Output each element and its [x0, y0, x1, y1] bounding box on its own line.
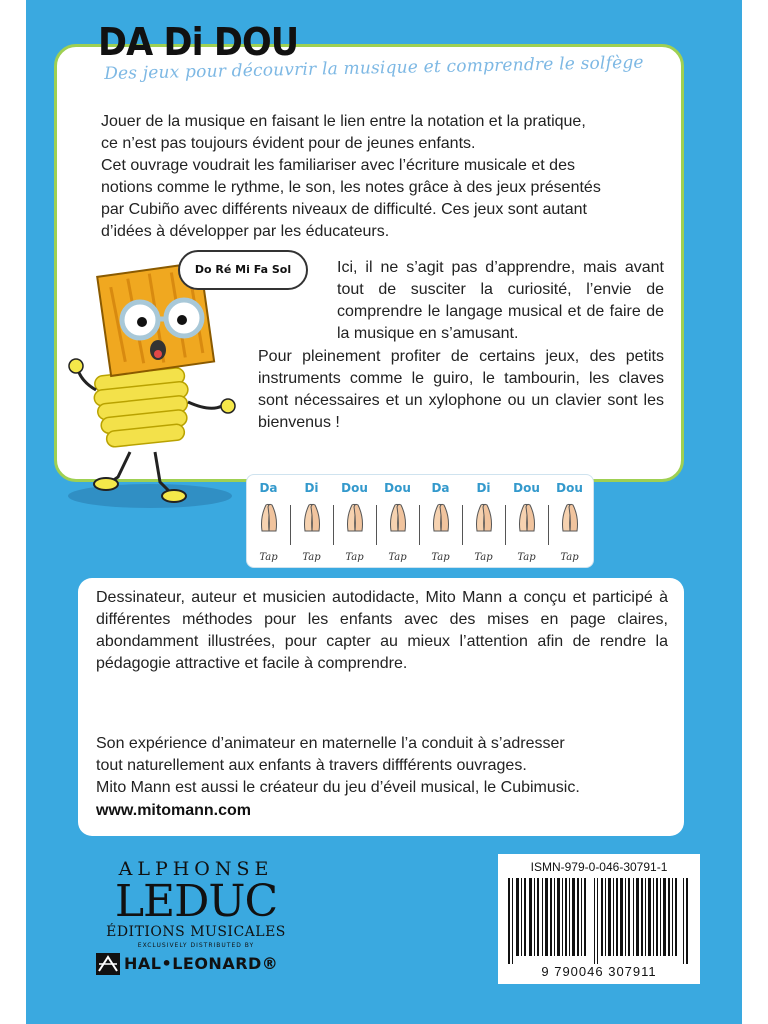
publisher-line: ALPHONSE: [118, 858, 274, 880]
rhythm-cell: [376, 475, 419, 567]
cubino-mascot-illustration: [60, 262, 260, 512]
curiosity-paragraph: Ici, il ne s’agit pas d’apprendre, mais avant tout de susciter la curiosité, l’envie de comprendre le langage musical et de faire de la musique en s’amusant.: [337, 259, 664, 342]
rhythm-syllable: Di: [304, 481, 319, 495]
tap-label: Tap: [302, 552, 321, 563]
ismn-label: ISMN-979-0-046-30791-1: [530, 860, 668, 874]
intro-line: notions comme le rythme, le son, les notes grâce à des jeux présentés: [101, 179, 601, 196]
rhythm-syllable: Di: [476, 481, 491, 495]
tap-label: Tap: [259, 552, 278, 563]
barcode: [498, 854, 700, 984]
tap-label: Tap: [431, 552, 450, 563]
rhythm-syllable: Dou: [341, 481, 368, 495]
distributor-logo: [96, 953, 306, 975]
tap-label: Tap: [345, 552, 364, 563]
clapping-hands-icon: [342, 501, 368, 533]
clapping-hands-icon: [385, 501, 411, 533]
clapping-hands-icon: [471, 501, 497, 533]
instruments-paragraph: Pour pleinement profiter de certains jeux, des petits instruments comme le guiro, le tambourin, les claves sont nécessaires et un xylophone ou un clavier sont les bienvenus !: [258, 348, 664, 431]
publisher-line: EXCLUSIVELY DISTRIBUTED BY: [137, 942, 255, 949]
rhythm-cell: [505, 475, 548, 567]
clapping-hands-icon: [256, 501, 282, 533]
rhythm-cell: [333, 475, 376, 567]
rhythm-syllable: Dou: [513, 481, 540, 495]
rhythm-cell: [247, 475, 290, 567]
rhythm-syllable: Dou: [384, 481, 411, 495]
publisher-line: ÉDITIONS MUSICALES: [106, 924, 286, 940]
rhythm-syllable: Da: [259, 481, 278, 495]
rhythm-syllable: Da: [431, 481, 450, 495]
book-title: DA Di DOU: [98, 20, 299, 64]
barcode-digits: 9 790046 307911: [541, 964, 657, 979]
tap-label: Tap: [517, 552, 536, 563]
intro-line: d’idées à développer par les éducateurs.: [101, 223, 390, 240]
tap-label: Tap: [560, 552, 579, 563]
barcode-bars-icon: [508, 878, 690, 964]
bio-line: tout naturellement aux enfants à travers diffférents ouvrages.: [96, 757, 527, 774]
bio-line: Mito Mann est aussi le créateur du jeu d’éveil musical, le Cubimusic.: [96, 779, 580, 796]
bio-paragraph-2: [96, 733, 668, 799]
rhythm-cell: [419, 475, 462, 567]
tap-label: Tap: [388, 552, 407, 563]
publisher-name: LEDUC: [114, 876, 278, 927]
rhythm-cell: [290, 475, 333, 567]
intro-line: Jouer de la musique en faisant le lien entre la notation et la pratique,: [101, 113, 586, 130]
hal-leonard-mark-icon: [96, 953, 120, 975]
bio-paragraph: Dessinateur, auteur et musicien autodidacte, Mito Mann a conçu et participé à différentes méthodes pour les enfants avec des mises en page claires, abondamment illustrées, pour capter au mieux l’attention afin de rendre la pédagogie attractive et facile à comprendre.: [96, 589, 668, 672]
rhythm-cell: [548, 475, 591, 567]
tap-label: Tap: [474, 552, 493, 563]
clapping-hands-icon: [428, 501, 454, 533]
intro-line: ce n’est pas toujours évident pour de jeunes enfants.: [101, 135, 476, 152]
rhythm-strip: [246, 474, 594, 568]
distributor-name: HAL•LEONARD®: [124, 954, 279, 973]
book-subtitle: Des jeux pour découvrir la musique et comprendre le solfège: [104, 52, 644, 84]
clapping-hands-icon: [514, 501, 540, 533]
speech-bubble: Do Ré Mi Fa Sol: [178, 250, 308, 290]
intro-line: Cet ouvrage voudrait les familiariser avec l’écriture musicale et des: [101, 157, 575, 174]
clapping-hands-icon: [557, 501, 583, 533]
intro-paragraph: [101, 111, 661, 243]
publisher-logo: [96, 858, 296, 949]
intro-line: par Cubiño avec différents niveaux de difficulté. Ces jeux sont autant: [101, 201, 587, 218]
rhythm-cell: [462, 475, 505, 567]
rhythm-syllable: Dou: [556, 481, 583, 495]
bio-line: Son expérience d’animateur en maternelle l’a conduit à s’adresser: [96, 735, 565, 752]
clapping-hands-icon: [299, 501, 325, 533]
author-website-link[interactable]: www.mitomann.com: [96, 802, 251, 819]
